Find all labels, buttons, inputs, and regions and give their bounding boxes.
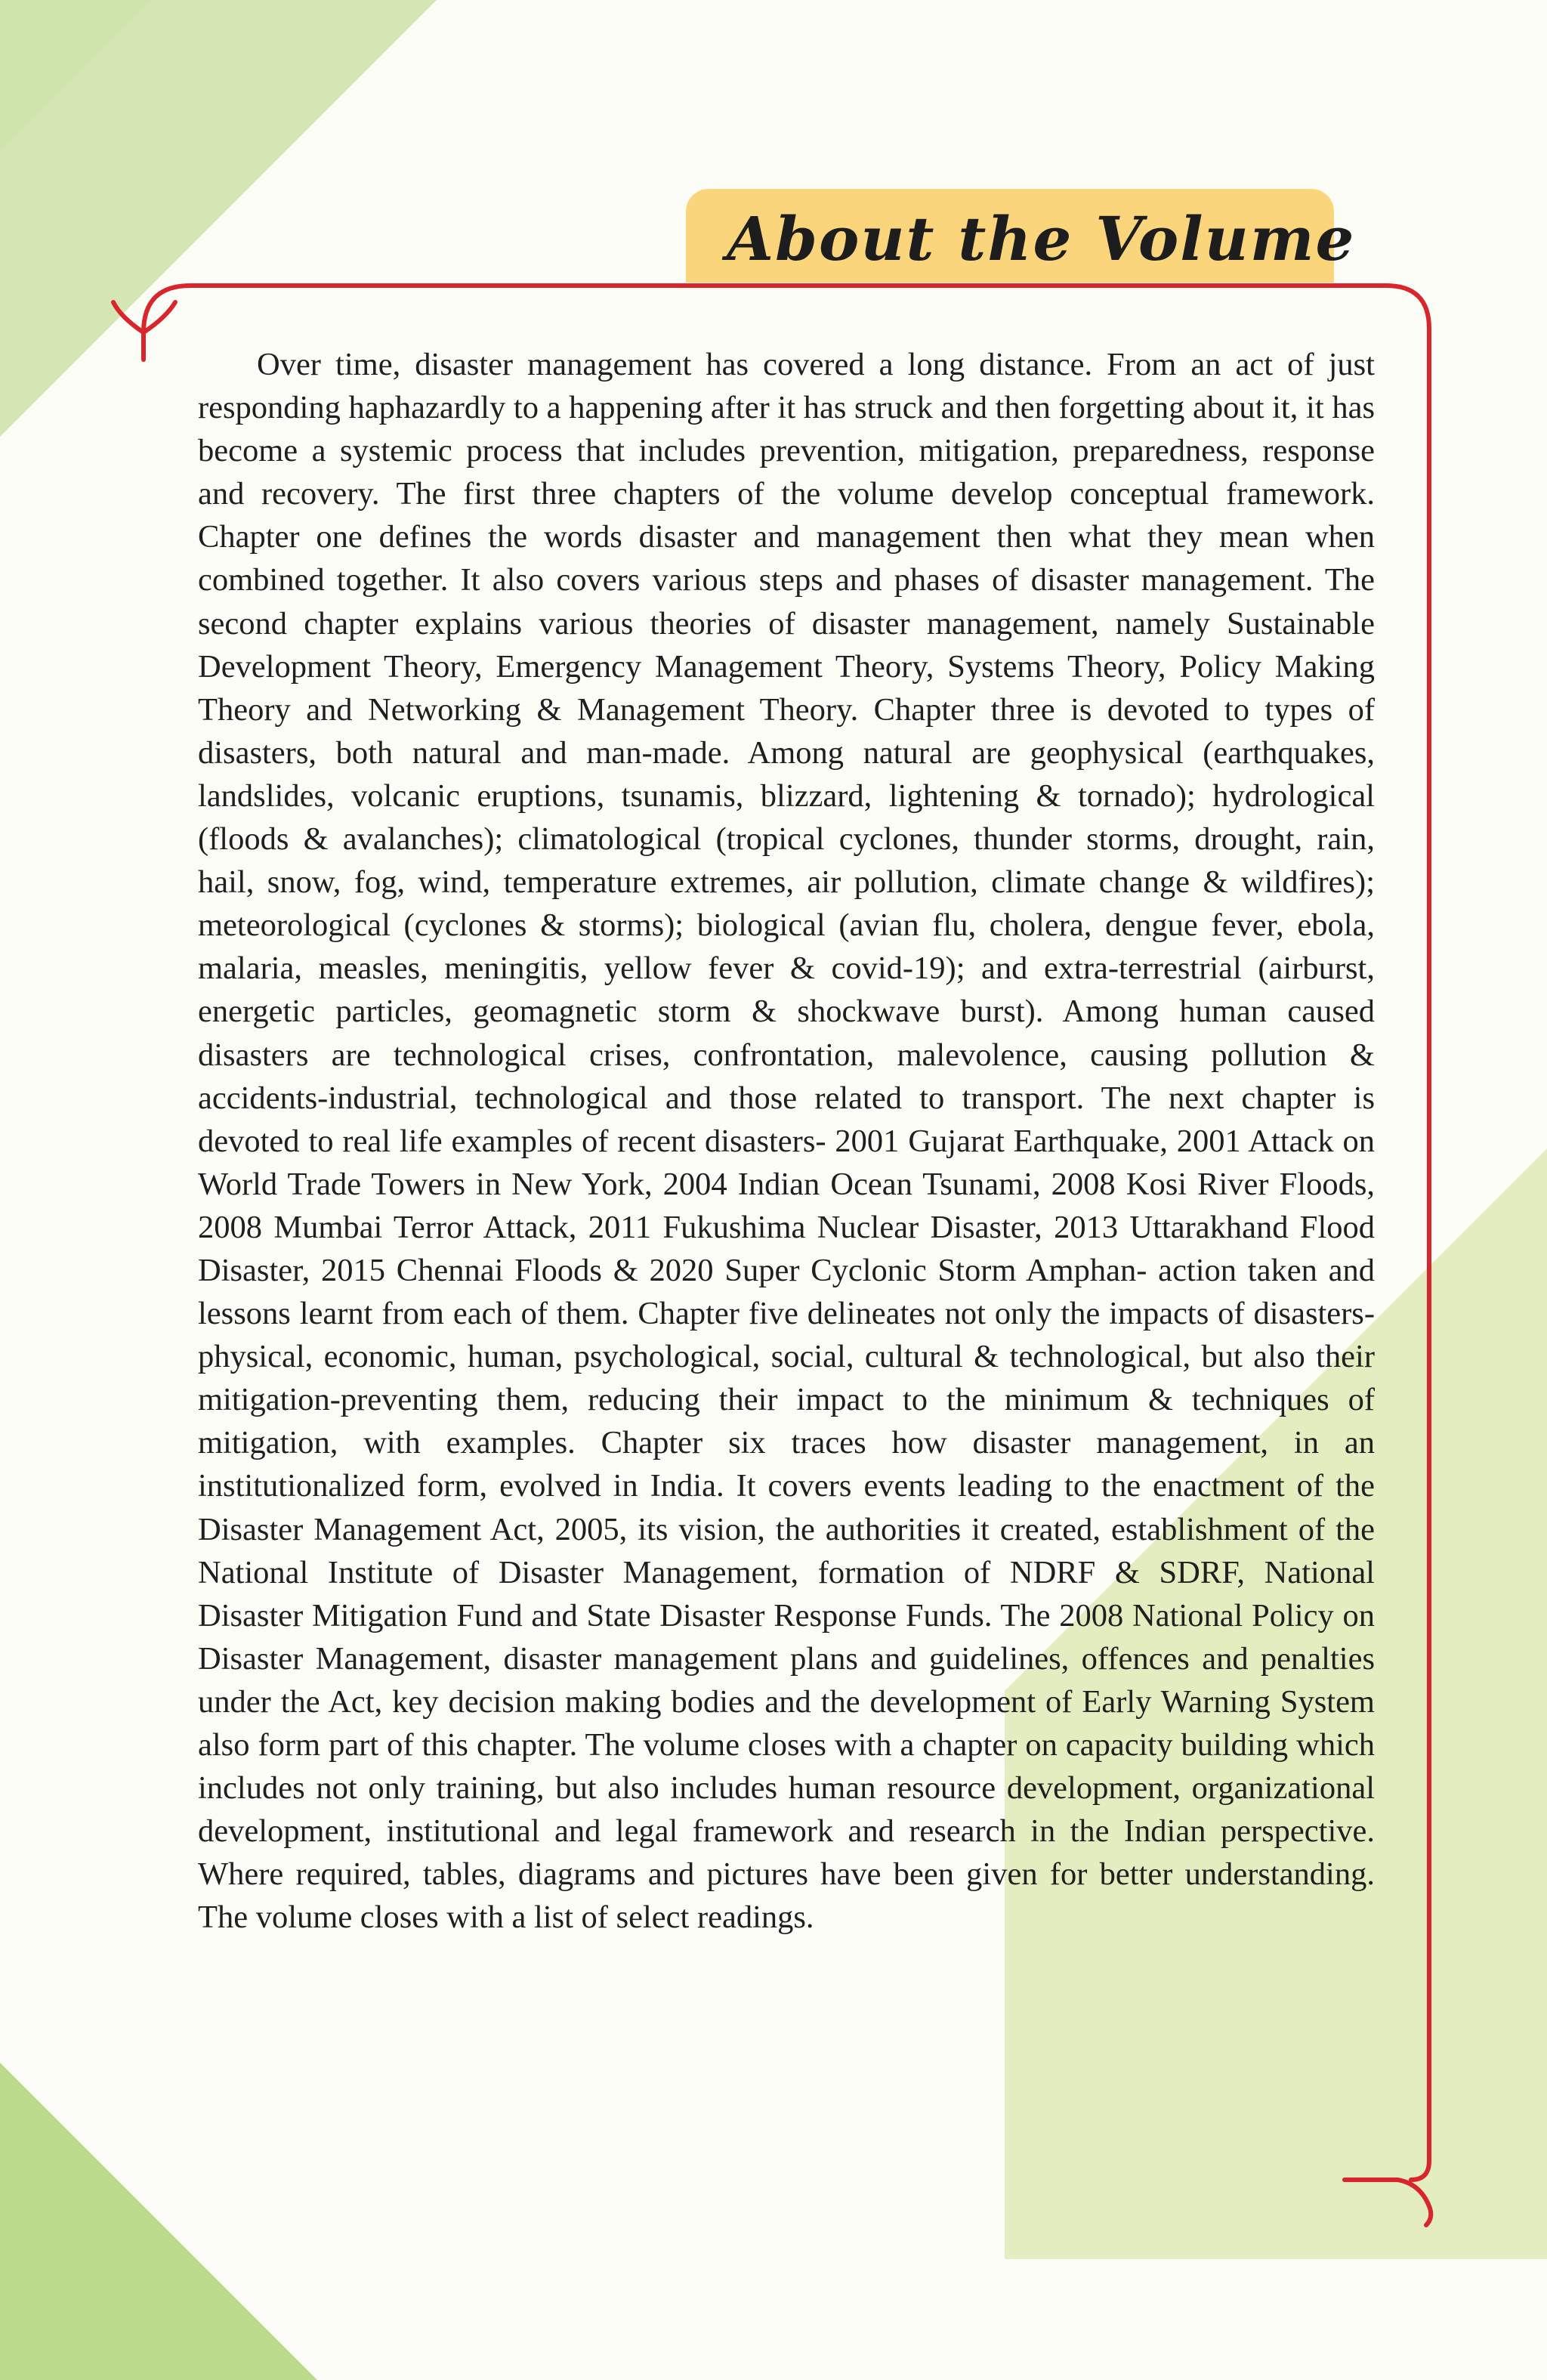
bottom-left-green-triangle bbox=[0, 2063, 317, 2380]
body-paragraph: Over time, disaster management has covered a long distance. From an act of just responding haphazardly to a happening after it has struck and then forgetting about it, it has become a systemic process that includes prevention, mitigation, preparedness, response and recovery. The first three chapters of the volume develop conceptual framework. Chapter one defines the words disaster and management then what they mean when combined together. It also covers various steps and phases of disaster management. The second chapter explains various theories of disaster management, namely Sustainable Development Theory, Emergency Management Theory, Systems Theory, Policy Making Theory and Networking & Management Theory. Chapter three is devoted to types of disasters, both natural and man-made. Among natural are geophysical (earthquakes, landslides, volcanic eruptions, tsunamis, blizzard, lightening & tornado); hydrological (floods & avalanches); climatological (tropical cyclones, thunder storms, drought, rain, hail, snow, fog, wind, temperature extremes, air pollution, climate change & wildfires); meteorological (cyclones & storms); biological (avian flu, cholera, dengue fever, ebola, malaria, measles, meningitis, yellow fever & covid-19); and extra-terrestrial (airburst, energetic particles, geomagnetic storm & shockwave burst). Among human caused disasters are technological crises, confrontation, malevolence, causing pollution & accidents-industrial, technological and those related to transport. The next chapter is devoted to real life examples of recent disasters- 2001 Gujarat Earthquake, 2001 Attack on World Trade Towers in New York, 2004 Indian Ocean Tsunami, 2008 Kosi River Floods, 2008 Mumbai Terror Attack, 2011 Fukushima Nuclear Disaster, 2013 Uttarakhand Flood Disaster, 2015 Chennai Floods & 2020 Super Cyclonic Storm Amphan- action taken and lessons learnt from each of them. Chapter five delineates not only the impacts of disasters- physical, economic, human, psychological, social, cultural & technological, but also their mitigation-preventing them, reducing their impact to the minimum & techniques of mitigation, with examples. Chapter six traces how disaster management, in an institutionalized form, evolved in India. It covers events leading to the enactment of the Disaster Management Act, 2005, its vision, the authorities it created, establishment of the National Institute of Disaster Management, formation of NDRF & SDRF, National Disaster Mitigation Fund and State Disaster Response Funds. The 2008 National Policy on Disaster Management, disaster management plans and guidelines, offences and penalties under the Act, key decision making bodies and the development of Early Warning System also form part of this chapter. The volume closes with a chapter on capacity building which includes not only training, but also includes human resource development, organizational development, institutional and legal framework and research in the Indian perspective. Where required, tables, diagrams and pictures have been given for better understanding. The volume closes with a list of select readings. bbox=[198, 347, 1375, 1936]
page-title: About the Volume bbox=[727, 203, 1356, 274]
